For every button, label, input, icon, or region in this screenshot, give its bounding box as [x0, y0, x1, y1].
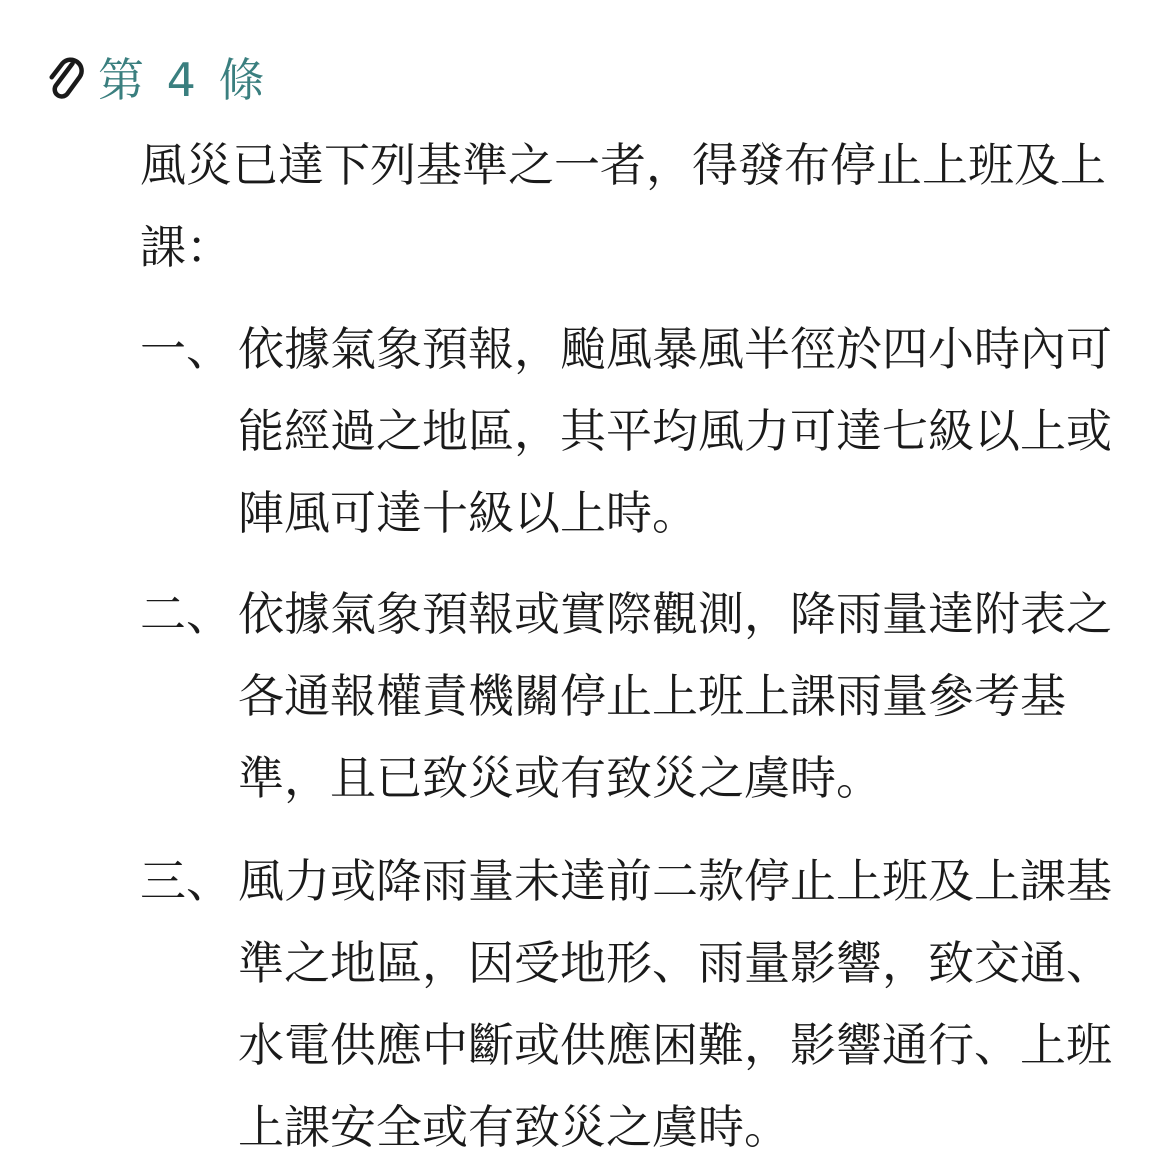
clause-text: 依據氣象預報，颱風暴風半徑於四小時內可能經過之地區，其平均風力可達七級以上或陣風可達十級以上時。: [238, 322, 1112, 540]
clause-text: 依據氣象預報或實際觀測，降雨量達附表之各通報權責機關停止上班上課雨量參考基準，且已致災或有致災之虞時。: [238, 587, 1112, 805]
article-header: [44, 46, 269, 114]
clause-text: 風力或降雨量未達前二款停止上班及上課基準之地區，因受地形、雨量影響，致交通、水電供應中斷或供應困難，影響通行、上班上課安全或有致災之虞時。: [238, 854, 1112, 1154]
article-title: 第 4 條: [98, 53, 269, 107]
article-intro: 風災已達下列基準之一者，得發布停止上班及上課：: [140, 138, 1106, 274]
clause-2: [140, 573, 1120, 819]
paperclip-icon[interactable]: [44, 52, 88, 108]
clause-3: [140, 840, 1120, 1168]
clause-number: 二、: [140, 587, 232, 641]
clause-number: 三、: [140, 854, 232, 908]
clause-1: [140, 308, 1120, 554]
clause-number: 一、: [140, 322, 232, 376]
